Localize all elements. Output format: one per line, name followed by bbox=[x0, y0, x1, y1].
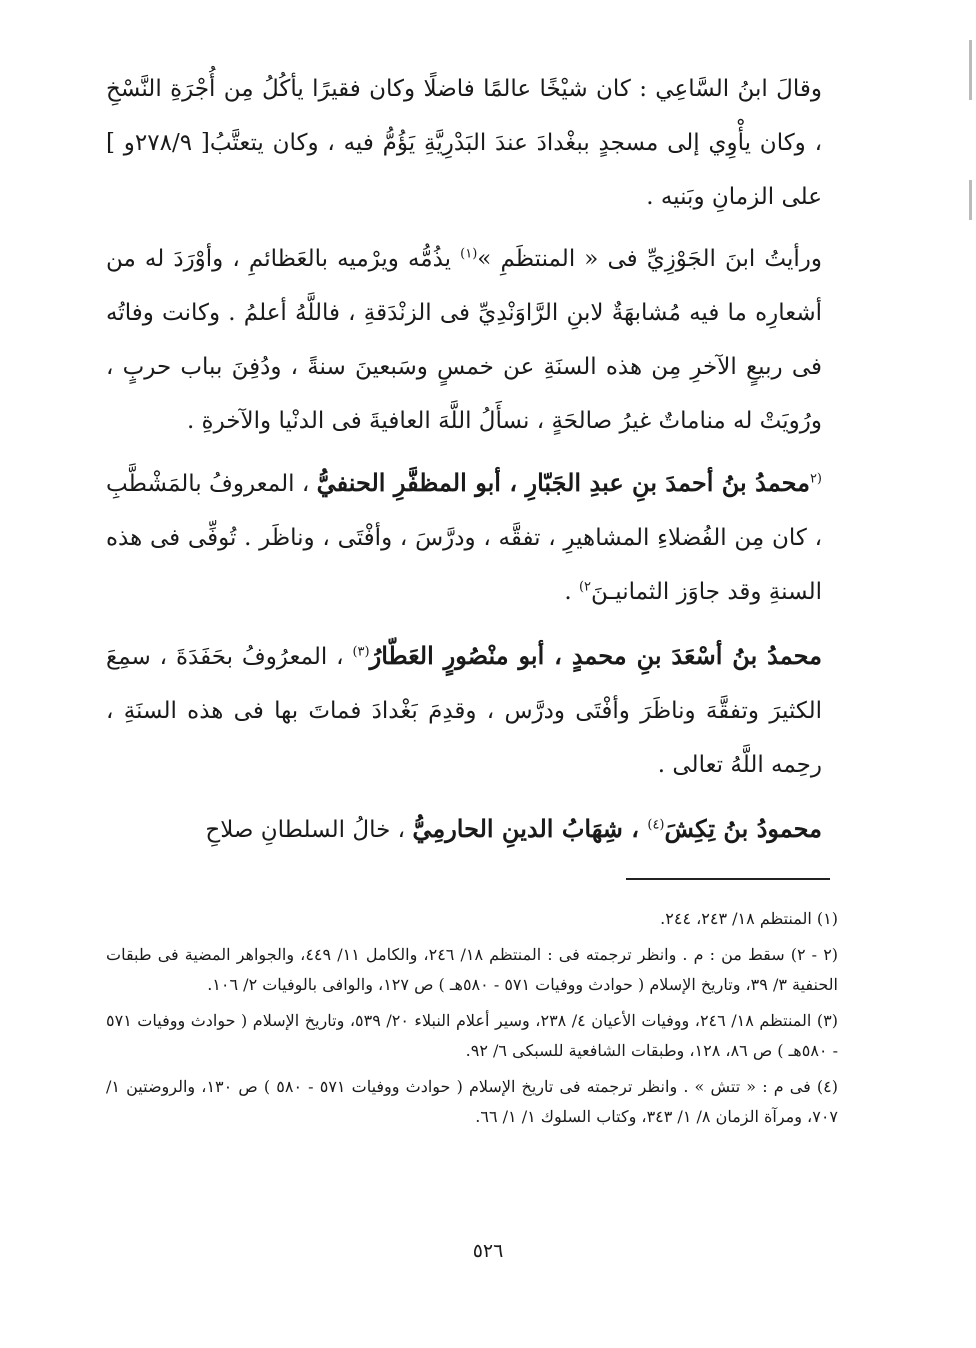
biography-entry-2 bbox=[106, 629, 822, 792]
biography-name-1: محمدُ بنُ أحمدَ بنِ عبدِ الجَبّارِ ، أبو المظفَّرِ الحنفيُّ bbox=[316, 468, 810, 497]
biography-text-3: ، خالُ السلطانِ صلاحِ bbox=[205, 817, 413, 843]
footnote-ref-3[interactable]: (٣) bbox=[352, 644, 370, 660]
footnote-ref-2-start[interactable]: (٢ bbox=[809, 471, 822, 487]
footnote-ref-1[interactable]: (١) bbox=[460, 246, 478, 262]
main-text bbox=[106, 62, 822, 867]
footnote-2: (٢ - ٢) سقط من : م . وانظر ترجمته فى : المنتظم ١٨/ ٢٤٦، والكامل ١١/ ٤٤٩، والجواهر المضية فى طبقات الحنفية ٣/ ٣٩، وتاريخ الإسلام ( حوادث ووفيات ٥٧١ - ٥٨٠هـ ) ص ١٢٧، والوافى بالوفيات ٢/ ١٠٦. bbox=[106, 945, 839, 994]
paragraph-1-text: وقالَ ابنُ السَّاعِي : كان شيْخًا عالمًا فاضلًا وكان فقيرًا يأكُلُ مِن أُجْرَةِ النَّسْخِ ، وكان يأْوِي إلى مسجدٍ ببغْدادَ عندَ البَدْرِيَّةِ يَؤُمُّ فيه ، وكان يتعتَّبُ[ ٢٧٨/٩و ] على الزمانِ وبَنيه . bbox=[106, 76, 822, 210]
footnote-1: (١) المنتظم ١٨/ ٢٤٣، ٢٤٤. bbox=[660, 909, 838, 928]
biography-name-2: محمدُ بنُ أسْعَدَ بنِ محمدٍ ، أبو منْصُورٍ العَطّارُ bbox=[369, 641, 822, 670]
paragraph-2 bbox=[106, 232, 822, 448]
footnote-separator bbox=[626, 878, 830, 880]
paragraph-1 bbox=[106, 62, 822, 224]
biography-name-3-laqab: ، شِهَابُ الدينِ الحارمِيُّ bbox=[412, 814, 648, 843]
biography-tail-1: . bbox=[564, 579, 579, 605]
footnote-4: (٤) فى م : « تتش » . وانظر ترجمته فى تاريخ الإسلام ( حوادث ووفيات ٥٧١ - ٥٨٠ ) ص ١٣٠، والروضتين ١/ ٧٠٧، ومرآة الزمان ٨/ ١/ ٣٤٣، وكتاب السلوك ١/ ١/ ٦٦. bbox=[106, 1077, 839, 1126]
biography-entry-1 bbox=[106, 456, 822, 619]
paragraph-2-before: ورأيتُ ابنَ الجَوْزِيِّ فى « المنتظَمِ » bbox=[477, 246, 822, 272]
page-number: ٥٢٦ bbox=[472, 1240, 504, 1262]
footnote-3: (٣) المنتظم ١٨/ ٢٤٦، ووفيات الأعيان ٤/ ٢٣٨، وسير أعلام النبلاء ٢٠/ ٥٣٩، وتاريخ الإسلام ( حوادث ووفيات ٥٧١ - ٥٨٠هـ ) ص ٨٦، ١٢٨، وطبقات الشافعية للسبكى ٦/ ٩٢. bbox=[106, 1011, 838, 1060]
footnotes-section bbox=[106, 904, 838, 1138]
footnote-ref-2-end[interactable]: ٢) bbox=[578, 579, 592, 595]
biography-name-3: محمودُ بنُ تِكِشَ bbox=[664, 814, 822, 843]
paragraph-2-after: يذُمُّه ويرْميه بالعَظائمِ ، وأوْرَدَ له من أشعارِه ما فيه مُشابهَةٌ لابنِ الرَّاوَنْدِيِّ فى الزنْدَقةِ ، فاللَّهُ أعلمُ . وكانت وفاتُه فى ربيعٍ الآخرِ مِن هذه السنَةِ عن خمسٍ وسَبعينَ سنةً ، ودُفِنَ بباب حربٍ ، ورُويَتْ له مناماتٌ غيرُ صالحَةٍ ، نسأَلُ اللَّهَ العافيةَ فى الدنْيا والآخرةِ . bbox=[106, 246, 822, 434]
footnote-ref-4[interactable]: (٤) bbox=[647, 817, 665, 833]
scan-edge-mark bbox=[969, 40, 972, 100]
scan-edge-mark bbox=[969, 180, 972, 220]
biography-text-2: ، المعرُوفُ بحَفَدَةَ ، سمِعَ الكثيرَ وتفقَّهَ وناظَرَ وأفْتَى ودرَّس ، وقدِمَ بَغْدادَ فماتَ بها فى هذه السنَةِ ، رحِمه اللَّهُ تعالى . bbox=[106, 644, 822, 778]
biography-entry-3 bbox=[106, 802, 822, 857]
biography-text-1: ، المعروفُ بالمَشْطَّبِ ، كان مِن الفُضلاءِ المشاهيرِ ، تفقَّه ، ودرَّسَ ، وأفْتَى ، وناظَر . تُوفِّى فى هذه السنةِ وقد جاوَز الثمانيـنَ bbox=[106, 471, 822, 605]
